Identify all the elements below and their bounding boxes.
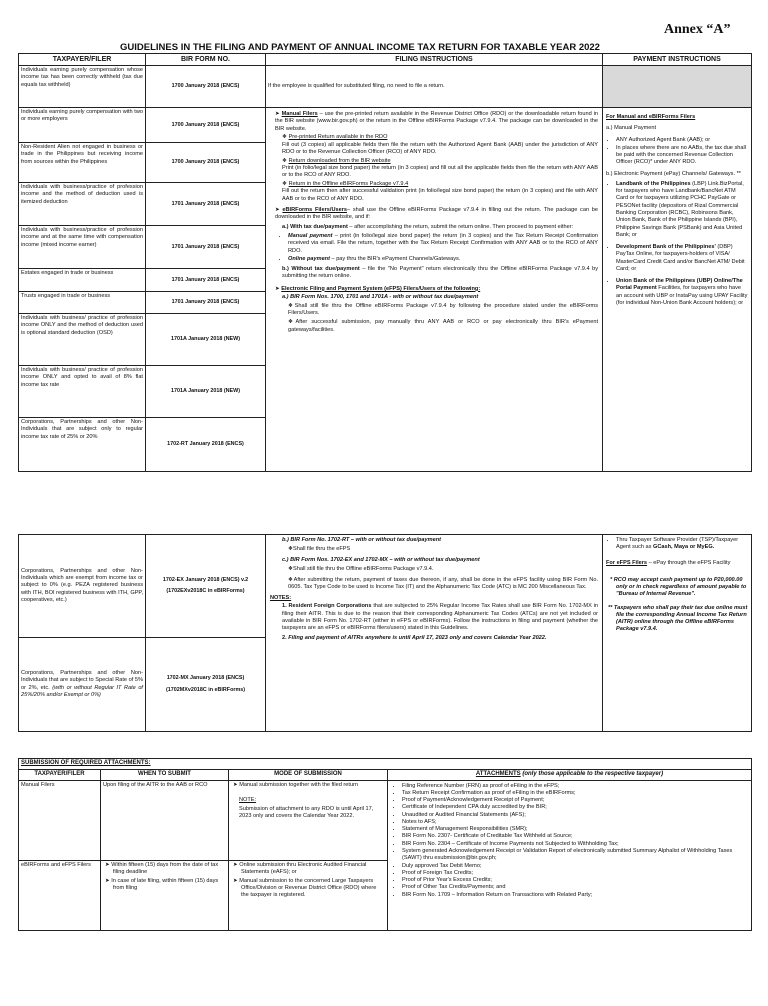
efps-b-item: Shall file thru the eFPS bbox=[293, 545, 351, 552]
payment-cell-empty bbox=[603, 66, 752, 108]
attachments-list bbox=[392, 783, 747, 899]
taxpayer-cell: Estates engaged in trade or business bbox=[19, 269, 146, 292]
ebirforms-head: eBIRForms Filers/Users bbox=[282, 206, 347, 213]
efps-c-item: Shall still file thru the Offline eBIRForms Package v7.9.4. bbox=[293, 565, 434, 572]
form-number: 1702-EX January 2018 (ENCS) v.2 bbox=[162, 576, 249, 583]
attachment-item: • BIR Form No. 2307- Certificate of Creditable Tax Withheld at Source; bbox=[402, 833, 747, 840]
att-mode-text: Manual submission together with the filed return bbox=[239, 781, 359, 788]
form-cell: 1701 January 2018 (ENCS) bbox=[146, 269, 266, 292]
annex-label: Annex “A” bbox=[664, 22, 731, 37]
without-tax-due-text: – file the "No Payment" return electronically thru the Offline eBIRForms Package v7.9.4 by submitting the return online. bbox=[282, 266, 598, 280]
ubp-text: Facilities, for taxpayers who have an account with UBP or InstaPay using UPAY Facility (for individual Non-Union Bank Account holders); or bbox=[616, 285, 748, 306]
pre-printed-text: Fill out (3 copies) all applicable fields then file the return with the Authorized Agent Bank (AAB) under the jurisdiction of ANY RDO or to the Revenue Collection Officer (RCO) of ANY RDO. bbox=[282, 141, 598, 155]
form-number: 1702-MX January 2018 (ENCS) bbox=[166, 675, 245, 682]
without-tax-due-head: b.) Without tax due/payment bbox=[282, 266, 360, 273]
form-cell bbox=[146, 535, 266, 638]
efps-head: Electronic Filing and Payment System (eFPS) Filers/Users of the following: bbox=[281, 285, 481, 292]
att-note-head: NOTE: bbox=[239, 796, 257, 803]
notes-label: NOTES: bbox=[270, 594, 292, 601]
page-title: GUIDELINES IN THE FILING AND PAYMENT OF ANNUAL INCOME TAX RETURN FOR TAXABLE YEAR 2022 bbox=[120, 42, 600, 53]
header-taxpayer: TAXPAYER/FILER bbox=[19, 54, 146, 66]
manual-filers-text: – use the pre-printed return available in the Revenue District Office (RDO) or the downloadable return found in the BIR website (www.bir.gov.ph) or the return in the Offline eBIRForms Package v7.9.4. The package can be downloaded in the BIR website. bbox=[275, 111, 598, 132]
downloaded-head: Return downloaded from the BIR website bbox=[288, 157, 391, 164]
taxpayer-cell: Individuals with business/practice of profession income and the method of deduction used is itemized deduction bbox=[19, 183, 146, 226]
lbp-head: Landbank of the Philippines bbox=[616, 180, 691, 187]
attachment-item: • Notes to AFS; bbox=[402, 819, 747, 826]
form-cell: 1701A January 2018 (NEW) bbox=[146, 366, 266, 418]
att-when-cell: ➤ Within fifteen (15) days from the date of tax filing deadline ➤ In case of late filing, within fifteen (15) days from filing bbox=[101, 860, 229, 930]
filing-instructions-cell: ➤ Manual Filers – use the pre-printed return available in the Revenue District Office (RDO) or the downloadable return found in the BIR website (www.bir.gov.ph) or the return in the Offline eBIRForms Package v7.9.4. The package can be downloaded in the BIR website. ❖ Pre-printed Return available in the RDO Fill out (3 copies) all applicable fields then file the return with the Authorized Agent Bank (AAB) under the jurisdiction of ANY RDO or to the Revenue Collection Officer (RCO) of ANY RDO. ❖ Return downloaded from the BIR website Print (in folio/legal size bond paper) the return (in 3 copies) and fill out all the applicable fields then file the return with ANY AAB or to the RCO of ANY RDO. ❖ Return in the Offline eBIRForms Package v7.9.4 Fill out the return then after successful validation print (in folio/legal size bond paper) the return (in 3 copies) and file with ANY AAB or to the RCO of ANY RDO. ➤ eBIRForms Filers/Users– shall use the Offline eBIRForms Package v7.9.4 in filling out the return. The package can be downloaded in the BIR website, and if: a.) With tax due/payment – after accomplishing the return, submit the return online. Then proceed to payment either: • Manual payment – print (in folio/legal size bond paper) the return (in 3 copies) and the Tax Return Receipt Confirmation received via email. File the return, together with the Tax Return Receipt Confirmation with ANY AAB or to the RCO of ANY RDO. • Online payment – pay thru the BIR's ePayment Channels/Gateways. b.) Without tax due/payment – file the "No Payment" return electronically thru the Offline eBIRForms Package v7.9.4 by submitting the return online. ➤ Electronic Filing and Payment System (eFPS) Filers/Users of the following: a.) BIR Form Nos. 1700, 1701 and 1701A - with or without tax due/payment ❖Shall still file thru the Offline eBIRForms Package v7.9.4 by following the procedure stated under the eBIRForms Filers/Users. ❖After successful submission, pay manually thru ANY AAB or RCO or pay electronically thru BIR's ePayment gateways/facilities. bbox=[266, 108, 603, 472]
attachment-item: • Proof of Foreign Tax Credits; bbox=[402, 870, 747, 877]
manual-payment-text: – print (in folio/legal size bond paper) the return (in 3 copies) and the Tax Return Receipt Confirmation received via email. File the return, together with the Tax Return Receipt Confirmation with ANY AAB or to the RCO of ANY RDO. bbox=[288, 233, 599, 254]
manual-payment-label: a.) Manual Payment bbox=[606, 125, 657, 132]
form-cell: 1702-RT January 2018 (ENCS) bbox=[146, 418, 266, 472]
att-header-mode: MODE OF SUBMISSION bbox=[229, 769, 388, 780]
dbp-text: (DBP) PayTax Online, for taxpayers-holders of VISA/ MasterCard Credit Card and/or BancNet ATM/ Debit Card; or bbox=[616, 244, 745, 272]
form-cell: 1700 January 2018 (ENCS) bbox=[146, 66, 266, 108]
att-header-label: ATTACHMENTS bbox=[475, 770, 521, 777]
att-taxpayer-cell: eBIRForms and eFPS Filers bbox=[19, 860, 101, 930]
header-filing: FILING INSTRUCTIONS bbox=[266, 54, 603, 66]
attachment-item: • Statement of Management Responsibilities (SMR); bbox=[402, 826, 747, 833]
form-ebir: (1702MXv2018C in eBIRForms) bbox=[165, 686, 246, 693]
dbp-head: Development Bank of the Philippines' bbox=[616, 244, 716, 251]
attachment-item: • Filing Reference Number (FRN) as proof of eFiling in the eFPS; bbox=[402, 783, 747, 790]
taxpayer-note: (with or without Regular IT Rate of 25%/20% and/or Exempt or 0%) bbox=[21, 684, 143, 698]
taxpayer-cell: Individuals with business/ practice of profession income ONLY and the method of deduction used is optional standard deduction (OSD) bbox=[19, 314, 146, 366]
form-cell: 1700 January 2018 (ENCS) bbox=[146, 143, 266, 183]
attachment-item: • Duly approved Tax Debit Memo; bbox=[402, 863, 747, 870]
lbp-text: (LBP) Link.BizPortal, for taxpayers who have Landbank/BancNet ATM Card or for taxpayers utilizing PCHC PayGate or PESONet facility (depositors of Rizal Commercial Banking Corporation (RCBC), Robinsons Bank, Union Bank, Bank of the Philippine Islands (BPI), Philippine Savings Bank (PSBank) and Asia United Bank; or bbox=[616, 180, 744, 238]
header-form: BIR FORM NO. bbox=[146, 54, 266, 66]
form-cell: 1701 January 2018 (ENCS) bbox=[146, 226, 266, 269]
attachments-section-title: SUBMISSION OF REQUIRED ATTACHMENTS: bbox=[19, 759, 752, 770]
att-when-item: In case of late filing, within fifteen (15) days from filing bbox=[111, 877, 219, 891]
form-cell: 1700 January 2018 (ENCS) bbox=[146, 108, 266, 143]
payment-instructions-cell bbox=[603, 108, 752, 472]
efps-pay-text: – ePay through the eFPS Facility bbox=[647, 559, 731, 566]
payment-head: For Manual and eBIRForms Filers bbox=[606, 114, 696, 121]
att-header-note: (only those applicable to the respective taxpayer) bbox=[520, 770, 664, 777]
attachment-item: • Unaudited or Audited Financial Statements (AFS); bbox=[402, 812, 747, 819]
form-cell: 1701 January 2018 (ENCS) bbox=[146, 183, 266, 226]
att-header-attachments bbox=[388, 769, 752, 780]
attachment-item: • Certificate of Independent CPA duly accredited by the BIR; bbox=[402, 804, 747, 811]
att-mode-cell: ➤ Manual submission together with the filed return NOTE: Submission of attachment to any RDO is until April 17, 2023 only and covers the Calendar Year 2022. bbox=[229, 780, 388, 860]
att-header-when: WHEN TO SUBMIT bbox=[101, 769, 229, 780]
note1-text: that are subjected to 25% Regular Income Tax Rates shall use BIR Form No. 1702-MX in filing their AITR. This is due to the reason that their corresponding Alphanumeric Tax Codes (ATCs) are not yet included or available in BIR Form No. 1702-RT (either in eFPS or eBIRForms). Follow the instructions in filing and payment (whether the taxpayers are an eFPS or eBIRForms filers/users) stated in this Guidelines. bbox=[282, 603, 599, 632]
efps-c-head: c.) BIR Form Nos. 1702-EX and 1702-MX – with or without tax due/payment bbox=[282, 557, 480, 564]
downloaded-text: Print (in folio/legal size bond paper) the return (in 3 copies) and fill out all the applicable fields then file the return with ANY AAB or to the RCO of ANY RDO. bbox=[282, 164, 598, 179]
attachments-table bbox=[18, 758, 752, 931]
rco-note: RCO may accept cash payment up to P20,000.00 only or in check regardless of amount payable to "Bureau of Internal Revenue". bbox=[613, 576, 747, 598]
attachment-item: • Proof of Prior Year's Excess Credits; bbox=[402, 877, 747, 884]
attachment-item: • System generated Acknowledgement Receipt or Validation Report of electronically submitted Summary Alphalist of Withholding Taxes (SAWT) thru esubmission@bir.gov.ph; bbox=[402, 848, 747, 863]
epay-label: b.) Electronic Payment (ePay) Channels/ Gateways. ** bbox=[606, 170, 741, 177]
payment-item: • In places where there are no AABs, the tax due shall be paid with the concerned Revenue Collection Officer (RCO)* under ANY RDO. bbox=[616, 145, 748, 167]
online-payment-text: – pay thru the BIR's ePayment Channels/Gateways. bbox=[329, 255, 461, 262]
with-tax-due-text: – after accomplishing the return, submit the return online. Then proceed to payment either: bbox=[347, 224, 574, 231]
attachment-item: • Proof of Other Tax Credits/Payments; and bbox=[402, 884, 747, 891]
taxpayer-cell: Trusts engaged in trade or business bbox=[19, 292, 146, 314]
offline-text: Fill out the return then after successful validation print (in folio/legal size bond paper) the return (in 3 copies) and file with ANY AAB or to the RCO of ANY RDO. bbox=[282, 188, 598, 202]
attachment-item: • Tax Return Receipt Confirmation as proof of eFiling in the eBIRForms; bbox=[402, 790, 747, 797]
header-payment: PAYMENT INSTRUCTIONS bbox=[603, 54, 752, 66]
note2-text: Filing and payment of AITRs anywhere is until April 17, 2023 only and covers Calendar Year 2022. bbox=[288, 635, 547, 642]
efps-pay-head: For eFPS Filers bbox=[606, 559, 648, 566]
att-when-item: Within fifteen (15) days from the date of tax filing deadline bbox=[111, 861, 219, 875]
main-table-continued bbox=[18, 534, 752, 732]
efps-a-head: a.) BIR Form Nos. 1700, 1701 and 1701A - with or without tax due/payment bbox=[282, 294, 479, 301]
att-mode-item: Online submission thru Electronic Audited Financial Statements (eAFS); or bbox=[239, 861, 367, 875]
taxpayer-cell: Corporations, Partnerships and other Non-Individuals that are subject only to regular income tax rate of 25% or 20% bbox=[19, 418, 146, 472]
efps-a-item: Shall still file thru the Offline eBIRForms Package v7.9.4 by following the procedure stated under the eBIRForms Filers/Users. bbox=[288, 303, 599, 317]
taxpayer-cell: Corporations, Partnerships and other Non-Individuals which are exempt from income tax or subject to 0% (e.g. PEZA registered business with ITH, BOI registered business with ITH, GPP, cooperatives, etc.) bbox=[19, 535, 146, 638]
attachment-item: • Proof of Payment/Acknowledgement Receipt of Payment; bbox=[402, 797, 747, 804]
attachment-item: • BIR Form No. 2304 – Certificate of Income Payments not Subjected to Withholding Tax; bbox=[402, 841, 747, 848]
ebirforms-text: – shall use the Offline eBIRForms Package v7.9.4 in filling out the return. The package can be downloaded in the BIR website, and if: bbox=[275, 206, 598, 221]
online-note: Taxpayers who shall pay their tax due online must file the corresponding Annual Income Tax Return (AITR) online through the Offline eBIRForms Package v7.9.4. bbox=[613, 604, 748, 633]
taxpayer-cell: Individuals with business/ practice of profession income ONLY and opted to avail of 8% flat income tax rate bbox=[19, 366, 146, 418]
taxpayer-cell: Individuals with business/practice of profession income and at the same time with compensation income (mixed income earner) bbox=[19, 226, 146, 269]
taxpayer-cell: Non-Resident Alien not engaged in business or trade in the Philippines but receiving income from sources within the Philippines bbox=[19, 143, 146, 183]
att-header-taxpayer: TAXPAYER/FILER bbox=[19, 769, 101, 780]
main-table bbox=[18, 53, 752, 472]
ubp-head: Union Bank of the Philippines (UBP) Online/The Portal Payment bbox=[616, 278, 743, 292]
note1-head: Resident Foreign Corporations bbox=[288, 603, 372, 610]
taxpayer-text: Corporations, Partnerships and other Non-Individuals that are subject to Special Rate of 5% or 2%, etc. bbox=[21, 669, 143, 691]
form-cell: 1701 January 2018 (ENCS) bbox=[146, 292, 266, 314]
efps-a-item: After successful submission, pay manually thru ANY AAB or RCO or pay electronically thru BIR's ePayment gateways/facilities. bbox=[288, 319, 598, 333]
att-note-text: Submission of attachment to any RDO is until April 17, 2023 only and covers the Calendar Year 2022. bbox=[239, 805, 374, 819]
with-tax-due-head: a.) With tax due/payment bbox=[282, 224, 348, 231]
att-taxpayer-cell: Manual Filers bbox=[19, 780, 101, 860]
form-cell bbox=[146, 638, 266, 732]
efps-b-head: b.) BIR Form No. 1702-RT – with or without tax due/payment bbox=[282, 537, 442, 543]
attachment-item: • BIR Form No. 1709 – Information Return on Transactions with Related Party; bbox=[402, 892, 747, 899]
taxpayer-cell: Individuals earning purely compensation whose income tax has been correctly withheld (tax due equals tax withheld) bbox=[19, 66, 146, 108]
form-cell: 1701A January 2018 (NEW) bbox=[146, 314, 266, 366]
filing-cell: If the employee is qualified for substituted filing, no need to file a return. bbox=[266, 66, 603, 108]
payment-instructions-cell: • Thru Taxpayer Software Provider (TSP)/Taxpayer Agent such as GCash, Maya or MyEG. For eFPS Filers – ePay through the eFPS Facility * RCO may accept cash payment up to P20,000.00 only or in check regardless of amount payable to "Bureau of Internal Revenue". ** Taxpayers who shall pay their tax due online must file the corresponding Annual Income Tax Return (AITR) online through the Offline eBIRForms Package v7.9.4. bbox=[603, 535, 752, 732]
pre-printed-head: Pre-printed Return available in the RDO bbox=[288, 134, 388, 141]
att-mode-item: Manual submission to the concerned Large Taxpayers Office/Division or Revenue District Office (RDO) where the taxpayer is registered. bbox=[239, 877, 377, 899]
tsp-providers: GCash, Maya or MyEG. bbox=[653, 544, 715, 551]
taxpayer-cell: Individuals earning purely compensation with two or more employers bbox=[19, 108, 146, 143]
manual-payment-head: Manual payment bbox=[288, 233, 333, 240]
filing-instructions-cell: b.) BIR Form No. 1702-RT – with or without tax due/payment ❖Shall file thru the eFPS c.) BIR Form Nos. 1702-EX and 1702-MX – with or without tax due/payment ❖Shall still file thru the Offline eBIRForms Package v7.9.4. ❖After submitting the return, payment of taxes due thereon, if any, shall be done in the eFPS facility using BIR Form No. 0605. Tax Type Code to be used is Income Tax (IT) and the Alphanumeric Tax Code (ATC) is MC 200 Miscellaneous Tax. NOTES: 1. Resident Foreign Corporations that are subjected to 25% Regular Income Tax Rates shall use BIR Form No. 1702-MX in filing their AITR. This is due to the reason that their corresponding Alphanumeric Tax Codes (ATCs) are not yet included or available in BIR Form No. 1702-RT (either in eFPS or eBIRForms). Follow the instructions in filing and payment (whether the taxpayers are an eFPS or eBIRForms filers/users) stated in this Guidelines. 2. Filing and payment of AITRs anywhere is until April 17, 2023 only and covers Calendar Year 2022. bbox=[266, 535, 603, 732]
taxpayer-cell bbox=[19, 638, 146, 732]
online-payment-head: Online payment bbox=[288, 255, 330, 262]
manual-filers-head: Manual Filers bbox=[281, 111, 318, 118]
att-mode-cell: ➤ Online submission thru Electronic Audited Financial Statements (eAFS); or ➤ Manual submission to the concerned Large Taxpayers Office/Division or Revenue District Office (RDO) where the taxpayer is registered. bbox=[229, 860, 388, 930]
offline-head: Return in the Offline eBIRForms Package v7.9.4 bbox=[288, 180, 409, 187]
payment-item: • ANY Authorized Agent Bank (AAB); or bbox=[616, 137, 748, 144]
efps-c-item: After submitting the return, payment of taxes due thereon, if any, shall be done in the eFPS facility using BIR Form No. 0605. Tax Type Code to be used is Income Tax (IT) and the Alphanumeric Tax Code (ATC) is MC 200 Miscellaneous Tax. bbox=[288, 577, 598, 591]
att-when-cell: Upon filing of the AITR to the AAB or RCO bbox=[101, 780, 229, 860]
tsp-text: Thru Taxpayer Software Provider (TSP)/Taxpayer Agent such as bbox=[616, 537, 739, 551]
form-ebir: (1702EXv2018C in eBIRForms) bbox=[166, 588, 245, 594]
attachments-list-cell bbox=[388, 780, 752, 930]
